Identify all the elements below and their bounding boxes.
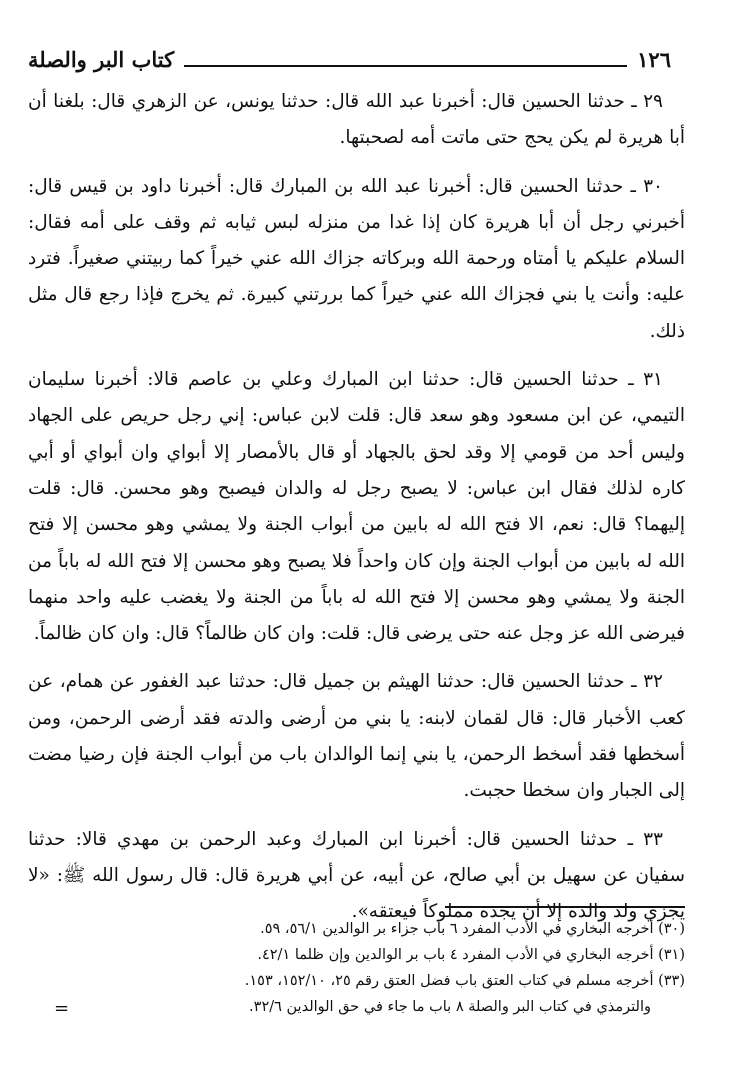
hadith-33: ٣٣ ـ حدثنا الحسين قال: أخبرنا ابن المبارك وعبد الرحمن بن مهدي قالا: حدثنا سفيان عن سهيل بن أبي صالح، عن أبيه، عن أبي هريرة قال: قال رسول الله ﷺ: «لا يجزي ولد والده إلا أن يجده مملوكاً فيعتقه». (28, 828, 685, 923)
hadith-32: ٣٢ ـ حدثنا الحسين قال: حدثنا الهيثم بن جميل قال: حدثنا عبد الغفور عن همام، عن كعب الأخبار قال: قال لقمان لابنه: يا بني من أرضى والدته فقد أرضى الرحمن، ومن أسخطها فقد أسخط الرحمن، يا بني إنما الوالدان باب من أبواب الجنة فإن رضيا مضت إلى الجبار وان سخطا حجبت. (28, 671, 685, 802)
margin-mark: = (54, 998, 70, 1019)
main-text (28, 84, 685, 943)
page-number: ١٢٦ (637, 47, 671, 72)
footnote-rule (445, 906, 685, 908)
footnote-31: (٣١) أخرجه البخاري في الأدب المفرد ٤ باب بر الوالدين وإن ظلما ٤٢/١. (257, 947, 685, 963)
footnotes (36, 906, 685, 1020)
footnote-30: (٣٠) أخرجه البخاري في الأدب المفرد ٦ باب جزاء بر الوالدين ٥٦/١، ٥٩. (260, 921, 685, 937)
hadith-31: ٣١ ـ حدثنا الحسين قال: حدثنا ابن المبارك وعلي بن عاصم قالا: أخبرنا سليمان التيمي، عن ابن مسعود وهو سعد قال: قلت لابن عباس: إني رجل حريص على الجهاد وليس أحد من قومي إلا وقد لحق بالجهاد أو قال بالأمصار إلا أبواي وان أبواي أو أبي كاره لذلك فقال ابن عباس: لا يصبح رجل له والدان فيصبح وهو محسن. قال: قلت إليهما؟ قال: نعم، الا فتح الله له بابين من أبواب الجنة ولا يمشي وهو محسن إلا فتح الله له بابين من أبواب الجنة وإن كان واحداً فلا يصبح وهو محسن إلا فتح الله له باباً من الجنة ولا يمشي وهو محسن إلا فتح الله له باباً من الجنة ولا يغضب عليه واحد منهما فيرضى الله عز وجل عنه حتى يرضى قال: قلت: وان كان ظالماً؟ قال: وان كان ظالماً. (28, 369, 685, 645)
hadith-30: ٣٠ ـ حدثنا الحسين قال: أخبرنا عبد الله بن المبارك قال: أخبرنا داود بن قيس قال: أخبرني رجل أن أبا هريرة كان إذا غدا من منزله لبس ثيابه ثم وقف على أمه فقال: السلام عليكم يا أمتاه ورحمة الله وبركاته جزاك الله عني خيراً كما ربيتني صغيراً. فترد عليه: وأنت يا بني فجزاك الله عني خيراً كما بررتني كبيرة. ثم يخرج فإذا رجع قال مثل ذلك. (28, 175, 685, 342)
header-rule (184, 65, 627, 67)
footnote-33-continued: والترمذي في كتاب البر والصلة ٨ باب ما جاء في حق الوالدين ٣٢/٦. (249, 999, 651, 1015)
hadith-29: ٢٩ ـ حدثنا الحسين قال: أخبرنا عبد الله قال: حدثنا يونس، عن الزهري قال: بلغنا أن أبا هريرة لم يكن يحج حتى ماتت أمه لصحبتها. (28, 91, 685, 149)
footnote-33: (٣٣) أخرجه مسلم في كتاب العتق باب فضل العتق رقم ٢٥، ١٥٢/١٠، ١٥٣. (244, 973, 685, 989)
book-title: كتاب البر والصلة (28, 47, 175, 72)
page-header (28, 40, 671, 76)
